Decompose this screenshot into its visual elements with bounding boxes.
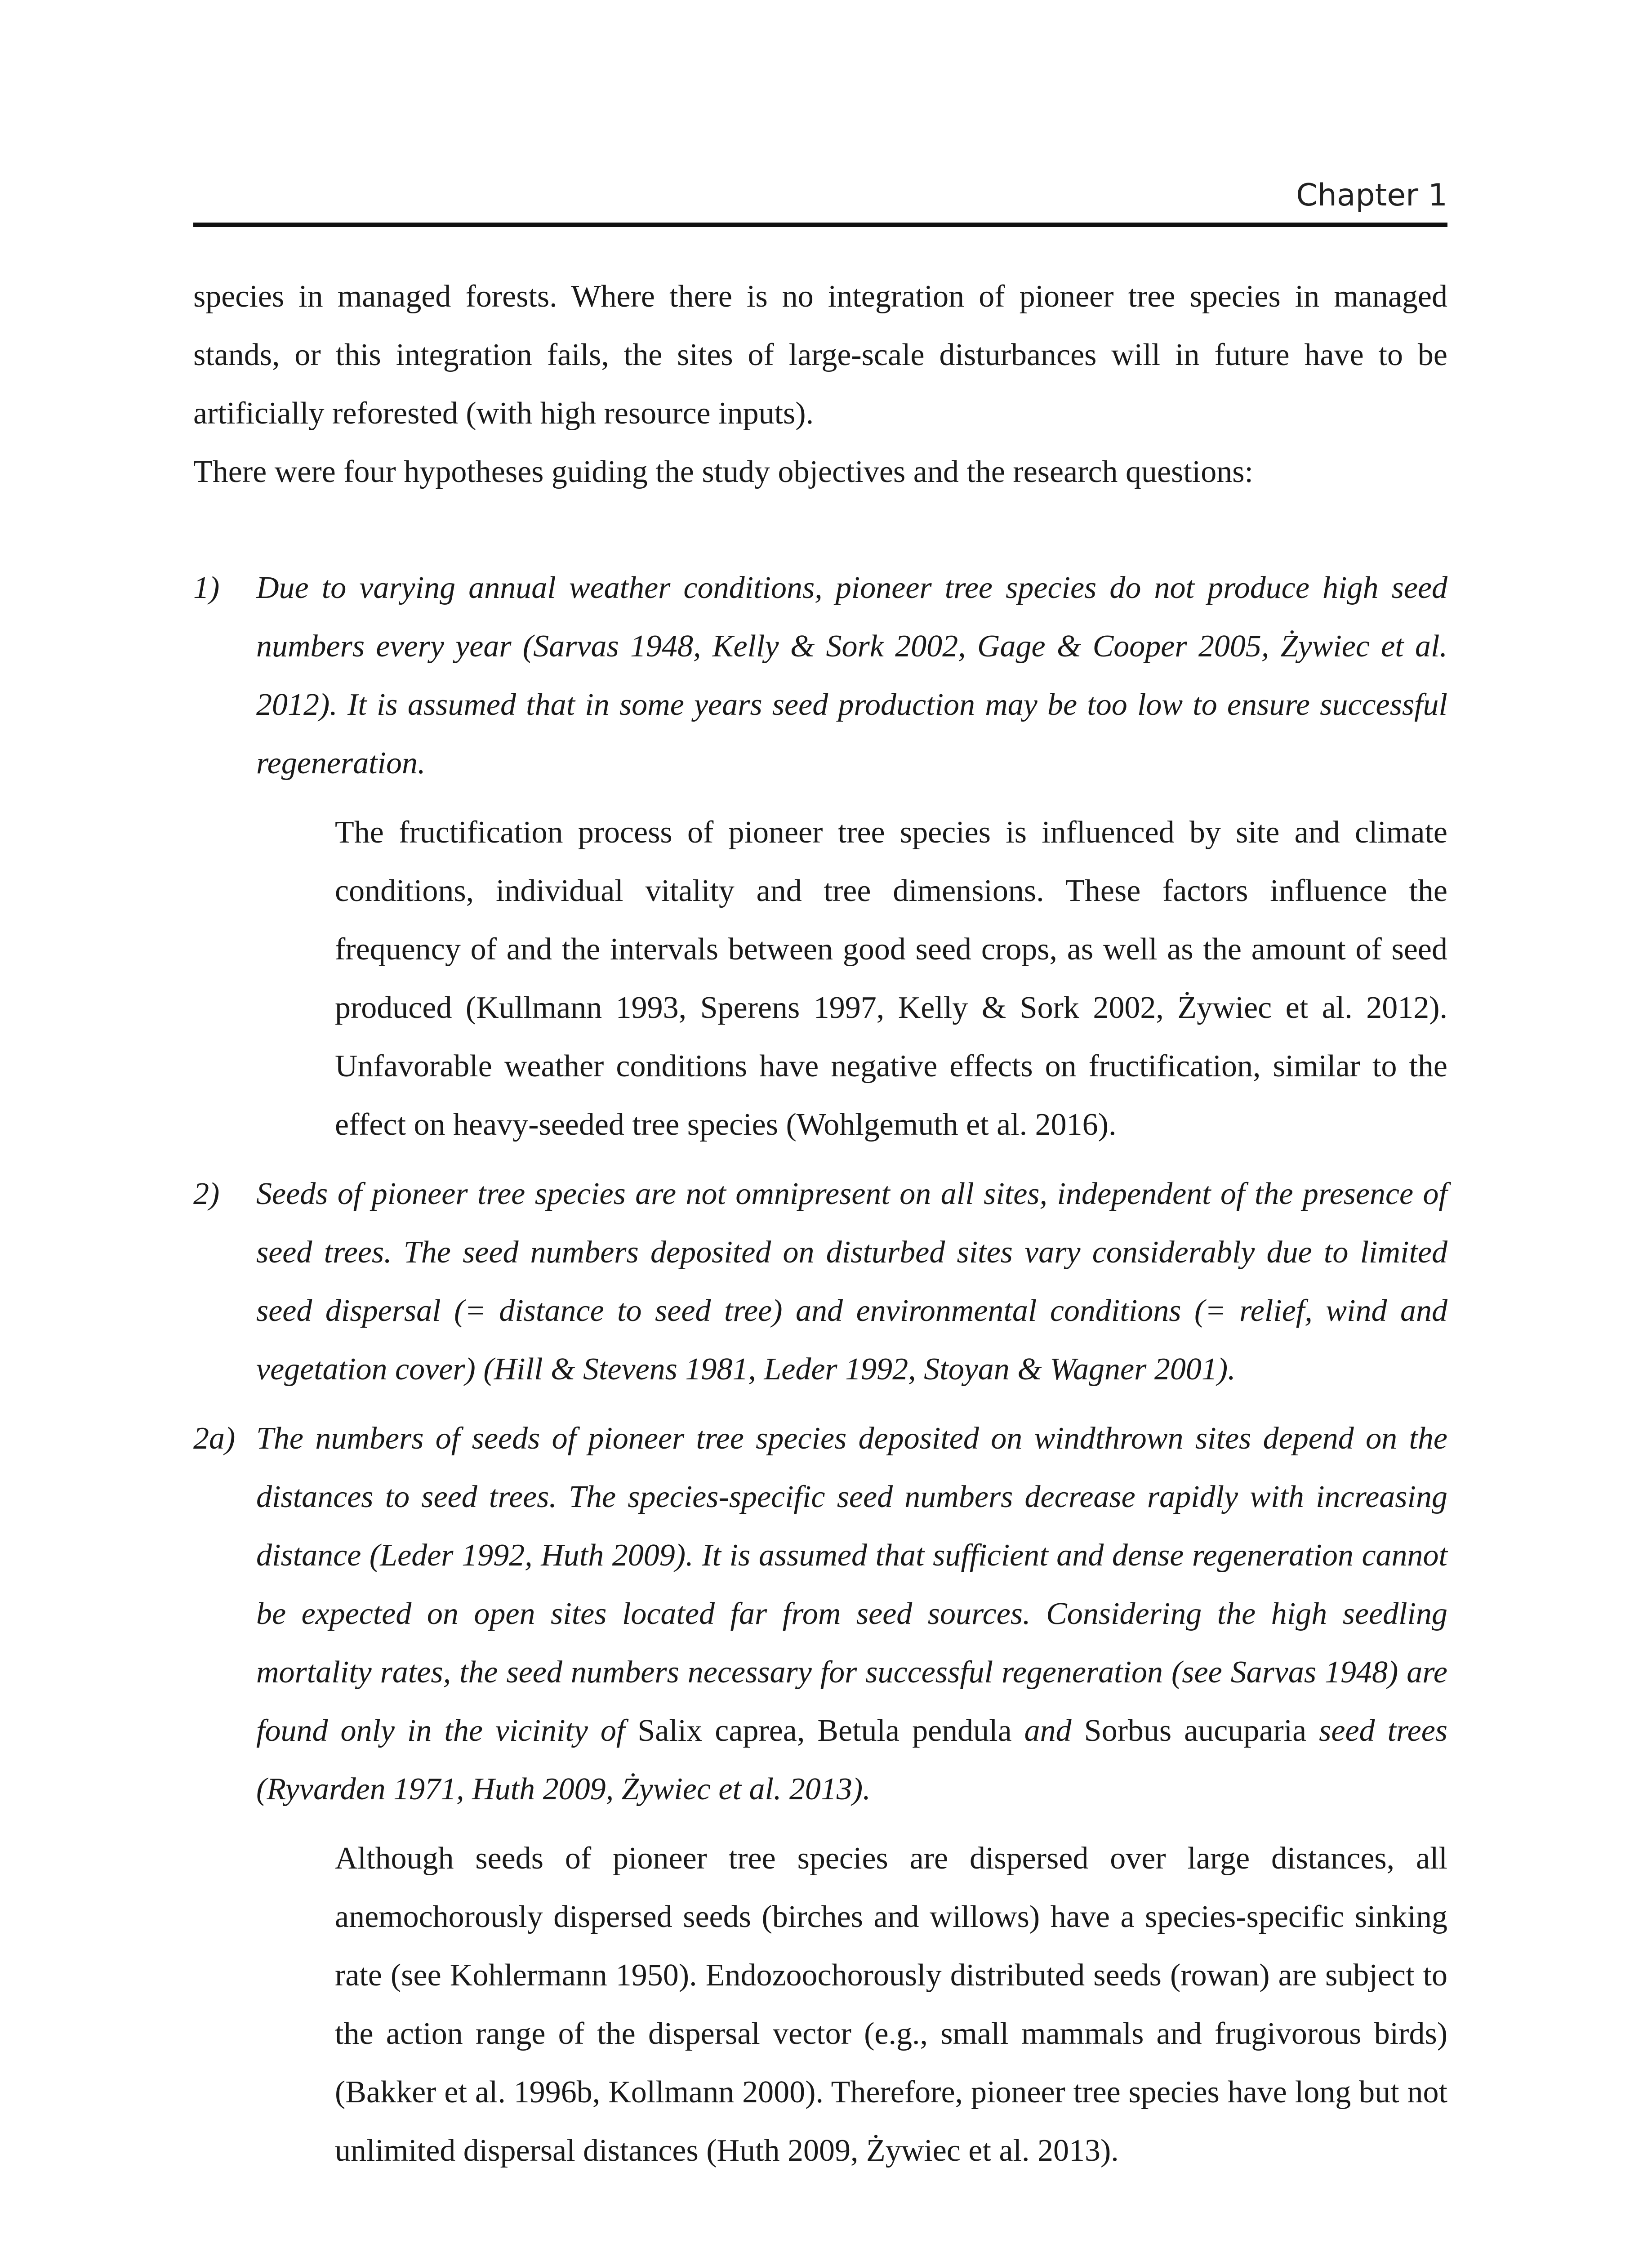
intro-paragraph: species in managed forests. Where there is no integration of pioneer tree species in managed stands, or this integration fails, the sites of large-scale disturbances will in future have to be artificially reforested (with high resource inputs). bbox=[193, 279, 1447, 431]
hypothesis-2a: 2a) The numbers of seeds of pioneer tree species deposited on windthrown sites depend on the distances to seed trees. The species-specific seed numbers decrease rapidly with increasing distance (Leder 1992, Huth 2009). It is assumed that sufficient and dense regeneration cannot be expected on open sites located far from seed sources. Considering the high seedling mortality rates, the seed numbers necessary for successful regeneration (see Sarvas 1948) are found only in the vicinity of Salix caprea, Betula pendula and Sorbus aucuparia seed trees (Ryvarden 1971, Huth 2009, Żywiec et al. 2013). bbox=[193, 1409, 1447, 1819]
species-name: Sorbus aucuparia bbox=[1084, 1713, 1307, 1748]
spacer bbox=[193, 501, 1447, 559]
running-head: Chapter 1 bbox=[1296, 178, 1447, 213]
hypothesis-text: Due to varying annual weather conditions, pioneer tree species do not produce high seed numbers every year (Sarvas 1948, Kelly & Sork 2002, Gage & Cooper 2005, Żywiec et al. 2012). It is assumed that in some years seed production may be too low to ensure successful regeneration. bbox=[256, 571, 1447, 781]
hypothesis-text-after: seed trees (Ryvarden 1971, Huth 2009, Żywiec et al. 2013). bbox=[256, 1713, 1448, 1806]
hypothesis-text: Seeds of pioneer tree species are not omnipresent on all sites, independent of the presence of seed trees. The seed numbers deposited on disturbed sites vary considerably due to limited seed dispersal (= distance to seed tree) and environmental conditions (= relief, wind and vegetation cover) (Hill & Stevens 1981, Leder 1992, Stoyan & Wagner 2001). bbox=[256, 1177, 1447, 1387]
connector-word: and bbox=[1024, 1713, 1072, 1748]
page-header bbox=[193, 166, 1447, 227]
hypothesis-number: 2) bbox=[193, 1177, 220, 1211]
hypothesis-number: 2a) bbox=[193, 1421, 236, 1456]
lead-in-paragraph: There were four hypotheses guiding the study objectives and the research questions: bbox=[193, 455, 1253, 489]
body-text bbox=[193, 268, 1447, 2180]
species-name: Salix caprea bbox=[637, 1713, 797, 1748]
hypothesis-1 bbox=[193, 559, 1447, 793]
hypothesis-2a-explanation: Although seeds of pioneer tree species are dispersed over large distances, all anemochorously dispersed seeds (birches and willows) have a species-specific sinking rate (see Kohlermann 1950). Endozoochorously distributed seeds (rowan) are subject to the action range of the dispersal vector (e.g., small mammals and frugivorous birds) (Bakker et al. 1996b, Kollmann 2000). Therefore, pioneer tree species have long but not unlimited dispersal distances (Huth 2009, Żywiec et al. 2013). bbox=[335, 1841, 1447, 2168]
hypothesis-text-before: The numbers of seeds of pioneer tree species deposited on windthrown sites depend on the distances to seed trees. The species-specific seed numbers decrease rapidly with increasing distance (Leder 1992, Huth 2009). It is assumed that sufficient and dense regeneration cannot be expected on open sites located far from seed sources. Considering the high seedling mortality rates, the seed numbers necessary for successful regeneration (see Sarvas 1948) are found only in the vicinity of bbox=[256, 1421, 1447, 1748]
hypothesis-2 bbox=[193, 1165, 1447, 1399]
hypothesis-number: 1) bbox=[193, 571, 220, 605]
species-name: Betula pendula bbox=[817, 1713, 1012, 1748]
hypothesis-1-explanation: The fructification process of pioneer tree species is influenced by site and climate conditions, individual vitality and tree dimensions. These factors influence the frequency of and the intervals between good seed crops, as well as the amount of seed produced (Kullmann 1993, Sperens 1997, Kelly & Sork 2002, Żywiec et al. 2012). Unfavorable weather conditions have negative effects on fructification, similar to the effect on heavy-seeded tree species (Wohlgemuth et al. 2016). bbox=[335, 815, 1447, 1142]
